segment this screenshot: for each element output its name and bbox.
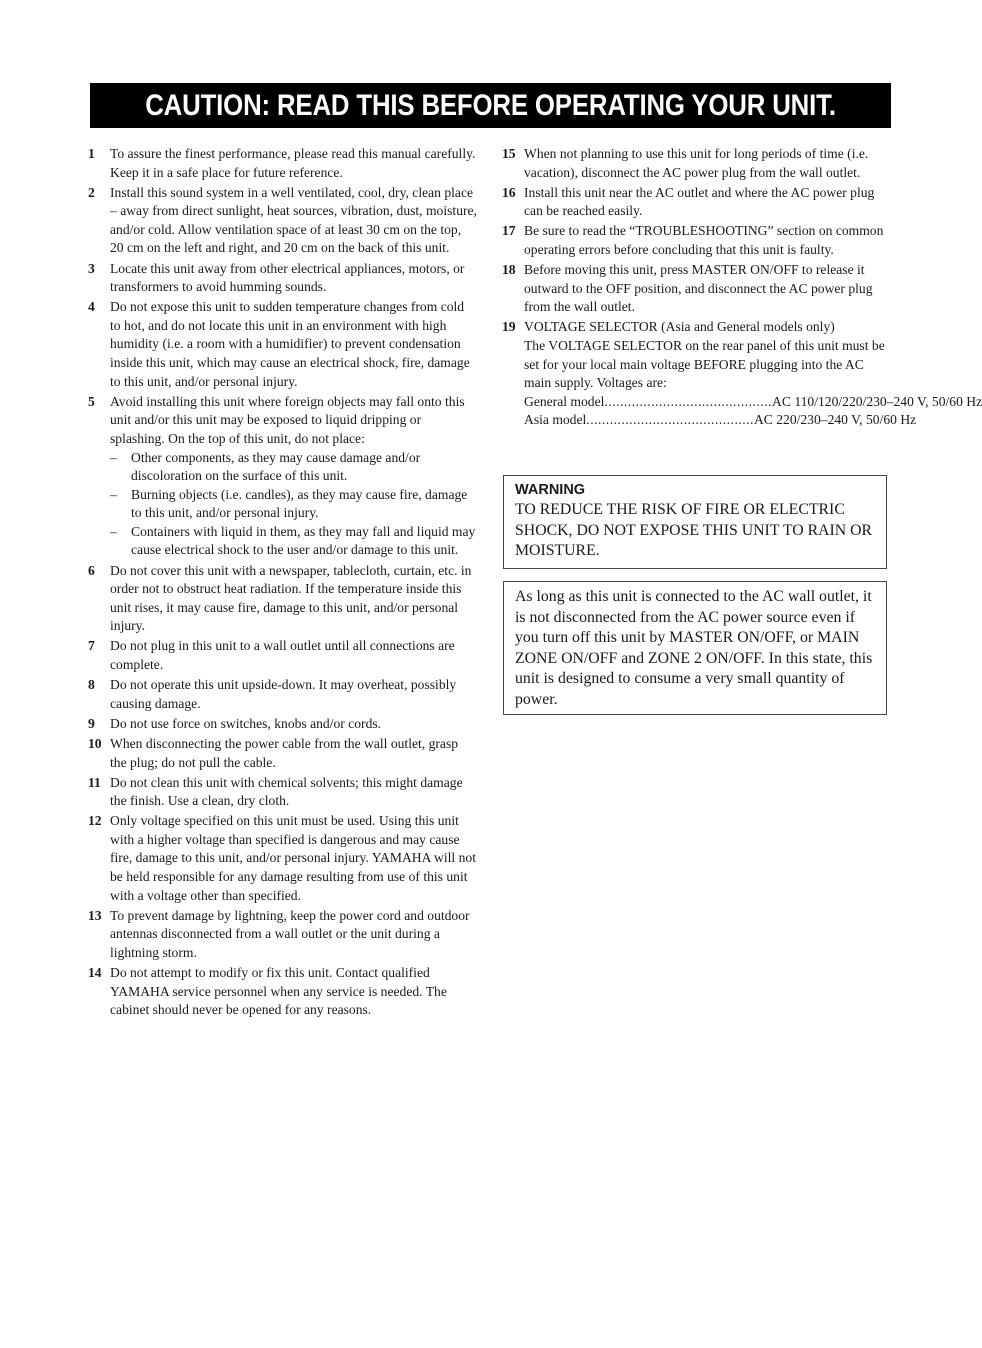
item-number: 9: [88, 715, 95, 731]
item-text: When not planning to use this unit for long periods of time (i.e. vacation), disconnect the AC power plug from the wall outlet.: [524, 146, 869, 180]
item-text: Do not cover this unit with a newspaper, tablecloth, curtain, etc. in order not to obstruct heat radiation. If the temperature inside this unit rises, it may cause fire, damage to this unit, and/or personal injury.: [110, 562, 472, 634]
item-number: 5: [88, 393, 95, 409]
voltage-row-general: [524, 393, 982, 412]
page-title-banner: [90, 83, 891, 128]
warning-box: [503, 475, 887, 569]
list-item: [88, 964, 478, 1020]
voltage-row-asia: [524, 411, 917, 430]
left-column: [88, 145, 478, 1021]
item-number: 4: [88, 299, 95, 315]
list-item: [502, 145, 894, 182]
list-item: [88, 676, 478, 713]
list-item: [502, 261, 894, 317]
item-text: Before moving this unit, press MASTER ON/OFF to release it outward to the OFF position, and disconnect the AC power plug from the wall outlet.: [524, 262, 873, 315]
item-number: 10: [88, 735, 102, 751]
item-number: 13: [88, 907, 102, 923]
sub-list-item: [110, 449, 478, 486]
list-item: [88, 907, 478, 963]
item-number: 6: [88, 562, 95, 578]
item-number: 19: [502, 319, 516, 335]
list-item: [88, 260, 478, 297]
item-number: 1: [88, 146, 95, 161]
voltage-value: AC 110/120/220/230–240 V, 50/60 Hz: [772, 393, 982, 409]
page-title: CAUTION: READ THIS BEFORE OPERATING YOUR UNIT.: [145, 88, 836, 122]
item-text: Locate this unit away from other electrical appliances, motors, or transformers to avoid humming sounds.: [110, 260, 465, 295]
power-note-text: As long as this unit is connected to the AC wall outlet, it is not disconnected from the AC power source even if you turn off this unit by MASTER ON/OFF, or MAIN ZONE ON/OFF and ZONE 2 ON/OFF. In this state, this unit is designed to consume a very small quantity of power.: [515, 588, 873, 708]
item-text: To assure the finest performance, please read this manual carefully. Keep it in a safe place for future reference.: [110, 146, 476, 180]
voltage-model-label: General model: [524, 393, 605, 409]
list-item-voltage-selector: [502, 318, 982, 430]
item-number: 18: [502, 262, 516, 278]
item-number: 14: [88, 965, 102, 981]
voltage-value: AC 220/230–240 V, 50/60 Hz: [753, 412, 917, 428]
item-heading-text: VOLTAGE SELECTOR (Asia and General models only): [524, 319, 835, 335]
list-item: [502, 184, 894, 221]
item-text: Do not clean this unit with chemical solvents; this might damage the finish. Use a clean, dry cloth.: [110, 774, 463, 809]
item-number: 11: [88, 774, 101, 790]
list-item: [88, 298, 478, 391]
list-item: [88, 562, 478, 636]
list-item: [88, 715, 478, 734]
item-number: 15: [502, 146, 516, 161]
item-text: Install this unit near the AC outlet and where the AC power plug can be reached easily.: [524, 184, 875, 219]
item-text: Only voltage specified on this unit must be used. Using this unit with a higher voltage than specified is dangerous and may cause fire, damage to this unit, and/or personal injury. YAMAHA will not be held responsible for any damage resulting from use of this unit with a voltage other than specified.: [110, 813, 476, 903]
item-text: When disconnecting the power cable from the wall outlet, grasp the plug; do not pull the cable.: [110, 735, 459, 770]
item-number: 8: [88, 677, 95, 693]
item-text: Install this sound system in a well ventilated, cool, dry, clean place – away from direct sunlight, heat sources, vibration, dust, moisture, and/or cold. Allow ventilation space of at least 30 cm on the top, 20 cm on the left and right, and 20 cm on the back of this unit.: [110, 184, 477, 256]
list-item: [502, 222, 894, 259]
list-item: [88, 812, 478, 905]
sub-item-text: Containers with liquid in them, as they may fall and liquid may cause electrical shock to the user and/or damage to this unit.: [131, 523, 476, 558]
list-item: [88, 637, 478, 674]
dash-bullet: –: [110, 523, 117, 539]
sub-item-text: Burning objects (i.e. candles), as they may cause fire, damage to this unit, and/or personal injury.: [131, 486, 468, 521]
item-number: 7: [88, 638, 95, 654]
item-text: Do not expose this unit to sudden temperature changes from cold to hot, and do not locate this unit in an environment with high humidity (i.e. a room with a humidifier) to prevent condensation inside this unit, which may cause an electrical shock, fire, damage to this unit, and/or personal injury.: [110, 299, 470, 389]
leader-dots: ...........................................: [586, 412, 754, 428]
voltage-model-label: Asia model: [524, 412, 587, 428]
dash-bullet: –: [110, 449, 117, 465]
sub-item-text: Other components, as they may cause damage and/or discoloration on the surface of this unit.: [131, 449, 421, 484]
item-text: Do not use force on switches, knobs and/or cords.: [110, 715, 382, 731]
warning-body: TO REDUCE THE RISK OF FIRE OR ELECTRIC SHOCK, DO NOT EXPOSE THIS UNIT TO RAIN OR MOISTURE.: [515, 501, 873, 559]
sub-list-item: [110, 486, 478, 523]
power-note-box: [503, 581, 887, 715]
list-item: [88, 145, 478, 182]
item-number: 16: [502, 184, 516, 200]
dash-bullet: –: [110, 486, 117, 502]
item-number: 3: [88, 260, 95, 276]
item-text: Avoid installing this unit where foreign objects may fall onto this unit and/or this unit may be exposed to liquid dripping or splashing. On the top of this unit, do not place:: [110, 393, 465, 446]
item-number: 17: [502, 223, 516, 239]
list-item: [88, 184, 478, 258]
item-number: 2: [88, 184, 95, 200]
right-column: [502, 145, 982, 431]
item-number: 12: [88, 813, 102, 829]
item-text: Do not attempt to modify or fix this unit. Contact qualified YAMAHA service personnel when any service is needed. The cabinet should never be opened for any reasons.: [110, 965, 447, 1018]
item-text: The VOLTAGE SELECTOR on the rear panel of this unit must be set for your local main voltage BEFORE plugging into the AC main supply. Voltages are:: [524, 337, 885, 391]
warning-heading: WARNING: [515, 482, 586, 498]
list-item: [88, 393, 478, 560]
item-text: To prevent damage by lightning, keep the power cord and outdoor antennas disconnected from a wall outlet or the unit during a lightning storm.: [110, 907, 470, 960]
item-text: Do not plug in this unit to a wall outlet until all connections are complete.: [110, 638, 455, 673]
item-text: Do not operate this unit upside-down. It may overheat, possibly causing damage.: [110, 677, 457, 711]
list-item: [88, 735, 478, 772]
leader-dots: ...........................................: [604, 393, 773, 409]
list-item: [88, 774, 478, 811]
sub-list-item: [110, 523, 478, 560]
item-text: Be sure to read the “TROUBLESHOOTING” section on common operating errors before concluding that this unit is faulty.: [524, 223, 884, 257]
